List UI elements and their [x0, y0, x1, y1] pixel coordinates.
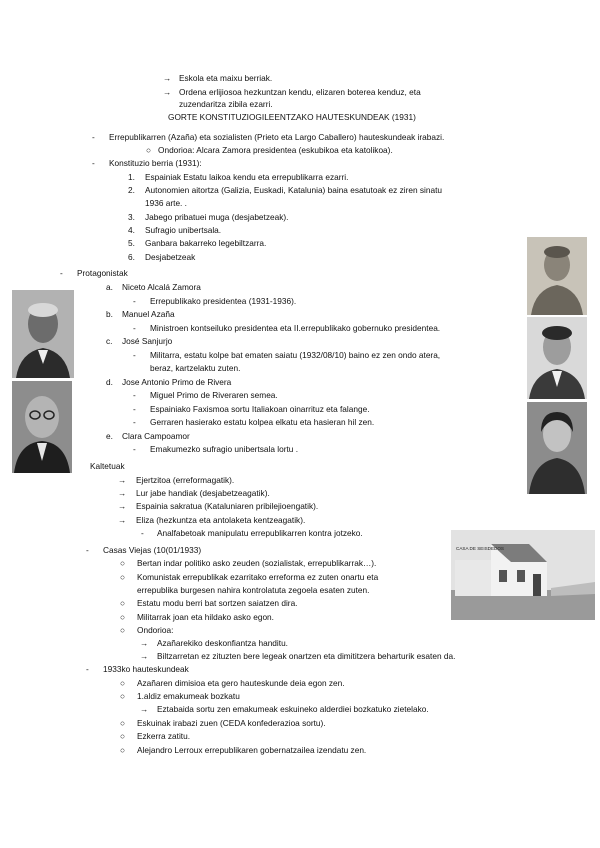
portrait-photo-primo-de-rivera [527, 317, 587, 399]
bullet-text: Espainia sakratua (Kataluniaren pribilejioengatik). [136, 501, 319, 511]
bullet-text: Ejertzitoa (erreformagatik). [136, 475, 235, 485]
arrow-icon: → [163, 73, 172, 83]
bullet-text: Alejandro Lerroux errepublikaren gobernatzailea izendatu zen. [137, 745, 367, 755]
list-number: 5. [128, 238, 135, 248]
dash-bullet: - [92, 158, 95, 168]
person-name: Manuel Azaña [122, 309, 175, 319]
bullet-text: Lur jabe handiak (desjabetzeagatik). [136, 488, 270, 498]
arrow-icon: → [163, 87, 172, 97]
list-item: Sufragio unibertsala. [145, 225, 222, 235]
casas-viejas-house-photo [451, 530, 595, 620]
arrow-icon: → [140, 704, 149, 714]
list-item: Espainiak Estatu laikoa kendu eta errepublikarra ezarri. [145, 172, 349, 182]
list-item: Desjabetzeak [145, 252, 196, 262]
circle-bullet: ○ [120, 612, 126, 622]
dash-bullet: - [133, 417, 136, 427]
portrait-photo-zamora [12, 290, 74, 378]
dash-bullet: - [133, 404, 136, 414]
bullet-text: Eskola eta maixu berriak. [179, 73, 273, 83]
bullet-text: Eliza (hezkuntza eta antolaketa kentzeagatik). [136, 515, 306, 525]
dash-bullet: - [86, 545, 89, 555]
circle-bullet: ○ [120, 678, 126, 688]
list-letter: e. [106, 431, 113, 441]
circle-bullet: ○ [120, 558, 126, 568]
bullet-text: 1.aldiz emakumeak bozkatu [137, 691, 240, 701]
portrait-photo-sanjurjo [527, 237, 587, 315]
arrow-icon: → [140, 651, 149, 661]
arrow-icon: → [118, 515, 127, 525]
portrait-photo-campoamor [527, 402, 587, 494]
bullet-text: Gerraren hasierako estatu kolpea elkatu eta hasieran hil zen. [150, 417, 375, 427]
section-title: 1933ko hauteskundeak [103, 664, 189, 674]
dash-bullet: - [92, 132, 95, 142]
portrait-photo-azana [12, 381, 72, 473]
bullet-text: Ordena erlijiosoa hezkuntzan kendu, elizaren boterea kenduz, eta [179, 87, 421, 97]
arrow-icon: → [140, 638, 149, 648]
bullet-text-cont: zuzendaritza zibila ezarri. [179, 99, 273, 109]
bullet-text: Bertan indar politiko asko zeuden (sozialistak, errepublikarrak…). [137, 558, 377, 568]
dash-bullet: - [133, 350, 136, 360]
list-number: 2. [128, 185, 135, 195]
bullet-text: Errepublikako presidentea (1931-1936). [150, 296, 297, 306]
section-title: Protagonistak [77, 268, 128, 278]
bullet-text-cont: beraz, kartzelaktu zuten. [150, 363, 241, 373]
list-number: 4. [128, 225, 135, 235]
bullet-text: Ondorioa: [137, 625, 174, 635]
bullet-text: Komunistak errepublikak ezarritako erreforma ez zuten onartu eta [137, 572, 379, 582]
bullet-text: Azañaren dimisioa eta gero hauteskunde deia egon zen. [137, 678, 345, 688]
bullet-text: Biltzarretan ez zituzten bere legeak onartzen eta dimititzera beharturik esaten da. [157, 651, 456, 661]
dash-bullet: - [133, 296, 136, 306]
arrow-icon: → [118, 501, 127, 511]
circle-bullet: ○ [146, 145, 152, 155]
section-heading: GORTE KONSTITUZIOGILEENTZAKO HAUTESKUNDEAK (1931) [168, 112, 416, 122]
bullet-text-cont: errepublika burgesen nahira kontrolatuta zegoela esaten zuten. [137, 585, 370, 595]
list-item: Autonomien aitortza (Galizia, Euskadi, Katalunia) baina esatutoak ez ziren sinatu [145, 185, 443, 195]
circle-bullet: ○ [120, 745, 126, 755]
section-title: Kaltetuak [90, 461, 125, 471]
bullet-text: Emakumezko sufragio unibertsala lortu . [150, 444, 299, 454]
dash-bullet: - [60, 268, 63, 278]
section-title: Casas Viejas (10(01/1933) [103, 545, 202, 555]
list-letter: b. [106, 309, 113, 319]
dash-bullet: - [133, 444, 136, 454]
bullet-text: Militarrak joan eta hildako asko egon. [137, 612, 274, 622]
bullet-text: Errepublikarren (Azaña) eta sozialisten (Prieto eta Largo Caballero) hauteskundeak irabazi. [109, 132, 445, 142]
dash-bullet: - [86, 664, 89, 674]
bullet-text: Espainiako Faxismoa sortu Italiakoan oinarrituz eta falange. [150, 404, 370, 414]
bullet-text: Estatu modu berri bat sortzen saiatzen dira. [137, 598, 298, 608]
circle-bullet: ○ [120, 691, 126, 701]
list-number: 6. [128, 252, 135, 262]
bullet-text: Militarra, estatu kolpe bat ematen saiatu (1932/08/10) baino ez zen ondo atera, [150, 350, 441, 360]
arrow-icon: → [118, 475, 127, 485]
photo-caption: CASA DE SEISDEDOS [456, 546, 504, 551]
circle-bullet: ○ [120, 598, 126, 608]
list-letter: c. [106, 336, 113, 346]
person-name: Clara Campoamor [122, 431, 190, 441]
arrow-icon: → [118, 488, 127, 498]
circle-bullet: ○ [120, 731, 126, 741]
bullet-text: Ministroen kontseiluko presidentea eta II.errepublikako gobernuko presidentea. [150, 323, 441, 333]
dash-bullet: - [133, 390, 136, 400]
person-name: Niceto Alcalá Zamora [122, 282, 201, 292]
list-letter: d. [106, 377, 113, 387]
dash-bullet: - [141, 528, 144, 538]
dash-bullet: - [133, 323, 136, 333]
list-number: 3. [128, 212, 135, 222]
list-number: 1. [128, 172, 135, 182]
circle-bullet: ○ [120, 625, 126, 635]
bullet-text: Eskuinak irabazi zuen (CEDA konfederazioa sortu). [137, 718, 326, 728]
person-name: José Sanjurjo [122, 336, 173, 346]
circle-bullet: ○ [120, 572, 126, 582]
list-item: Jabego pribatuei muga (desjabetzeak). [145, 212, 289, 222]
list-letter: a. [106, 282, 113, 292]
person-name: Jose Antonio Primo de Rivera [122, 377, 232, 387]
bullet-text: Analfabetoak manipulatu errepublikarren kontra jotzeko. [157, 528, 363, 538]
bullet-text: Eztabaida sortu zen emakumeak eskuineko alderdiei bozkatuko zietelako. [157, 704, 429, 714]
bullet-text: Miguel Primo de Riveraren semea. [150, 390, 278, 400]
circle-bullet: ○ [120, 718, 126, 728]
bullet-text: Azañarekiko deskonfiantza handitu. [157, 638, 288, 648]
bullet-text: Ondorioa: Alcara Zamora presidentea (eskubikoa eta katolikoa). [158, 145, 393, 155]
list-item-cont: 1936 arte. . [145, 198, 187, 208]
list-item: Ganbara bakarreko legebiltzarra. [145, 238, 267, 248]
list-title: Konstituzio berria (1931): [109, 158, 202, 168]
bullet-text: Ezkerra zatitu. [137, 731, 191, 741]
